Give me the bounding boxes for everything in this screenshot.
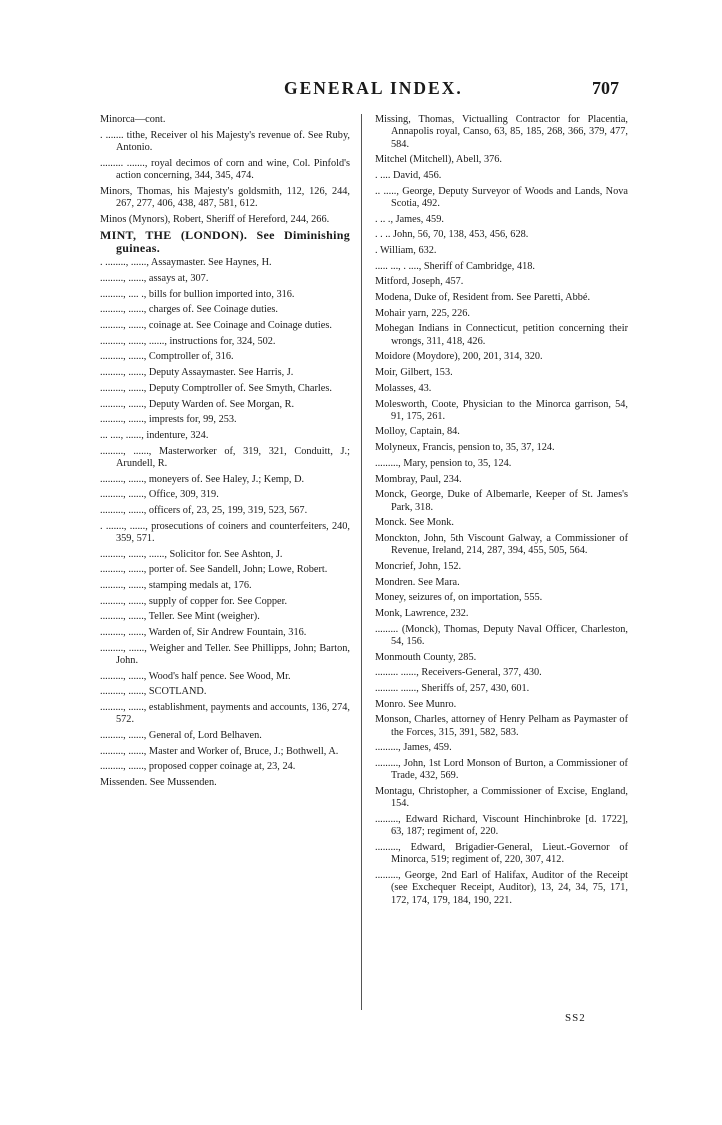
index-entry: ......... ......., royal decimos of corn and wine, Col. Pinfold's action concerning, 344, 345, 474. (100, 157, 350, 181)
index-entry: ........., John, 1st Lord Monson of Burton, a Commissioner of Trade, 432, 569. (375, 758, 628, 782)
index-entry: ........., ......, porter of. See Sandell, John; Lowe, Robert. (100, 564, 328, 576)
index-entry: ........., ......, assays at, 307. (100, 273, 209, 284)
index-entry: ........., James, 459. (375, 742, 452, 754)
index-column-right (375, 114, 628, 910)
index-entry: ........., Mary, pension to, 35, 124. (375, 457, 512, 469)
index-entry: ........., ......, stamping medals at, 176. (100, 579, 252, 591)
index-entry: ........., ......, Deputy Comptroller of. See Smyth, Charles. (100, 382, 332, 394)
index-entry: ........., ......, Deputy Warden of. See Morgan, R. (100, 398, 295, 410)
index-entry: . .... David, 456. (375, 169, 442, 181)
index-entry: Monson, Charles, attorney of Henry Pelham as Paymaster of the Forces, 315, 391, 582, 583. (375, 714, 628, 738)
index-entry: ........., ......, proposed copper coinage at, 23, 24. (100, 761, 296, 773)
index-entry: ........., ......, Wood's half pence. See Wood, Mr. (100, 670, 291, 682)
index-entry: Minos (Mynors), Robert, Sheriff of Hereford, 244, 266. (100, 213, 330, 225)
index-entry: ........., ......, Office, 309, 319. (100, 489, 219, 501)
index-entry: ........., ......, General of, Lord Belhaven. (100, 730, 262, 742)
index-entry: . ......., ......, prosecutions of coiners and counterfeiters, 240, 359, 571. (100, 520, 350, 544)
index-entry: Monmouth County, 285. (375, 651, 477, 663)
index-entry: Mondren. See Mara. (375, 576, 460, 588)
index-entry: ........., ......, Teller. See Mint (weigher). (100, 611, 260, 623)
page-header (0, 78, 722, 102)
index-entry: Missing, Thomas, Victualling Contractor for Placentia, Annapolis royal, Canso, 63, 85, 185, 268, 366, 379, 477, 584. (375, 114, 628, 150)
index-entry: ........., ......, Master and Worker of, Bruce, J.; Bothwell, A. (100, 745, 339, 757)
index-entry: Mombray, Paul, 234. (375, 473, 462, 485)
index-entry: Mitchel (Mitchell), Abell, 376. (375, 154, 502, 166)
index-entry: ......... ......, Sheriffs of, 257, 430, 601. (375, 683, 530, 694)
index-entry: Montagu, Christopher, a Commissioner of Excise, England, 154. (375, 786, 628, 810)
index-entry: Monk, Lawrence, 232. (375, 607, 469, 619)
index-entry: Monckton, John, 5th Viscount Galway, a Commissioner of Revenue, Ireland, 214, 287, 394, 455, 505, 564. (375, 532, 628, 557)
index-entry: . ....... tithe, Receiver ol his Majesty's revenue of. See Ruby, Antonio. (100, 129, 350, 153)
index-entry: ......... (Monck), Thomas, Deputy Naval Officer, Charleston, 54, 156. (375, 623, 628, 647)
index-entry: ........., ......, Warden of, Sir Andrew Fountain, 316. (100, 627, 307, 639)
index-entry: Mohegan Indians in Connecticut, petition concerning their wrongs, 311, 418, 426. (375, 323, 628, 347)
index-entry: ........., Edward Richard, Viscount Hinchinbroke [d. 1722], 63, 187; regiment of, 220. (375, 814, 628, 838)
index-entry: .. ....., George, Deputy Surveyor of Woods and Lands, Nova Scotia, 492. (375, 185, 628, 209)
index-entry: ......... ......, Receivers-General, 377, 430. (375, 667, 542, 679)
index-entry: ........., ......, coinage at. See Coinage and Coinage duties. (100, 320, 332, 332)
index-entry: ........., ......, Weigher and Teller. See Phillipps, John; Barton, John. (100, 642, 350, 667)
index-entry: Monck, George, Duke of Albemarle, Keeper of St. James's Park, 318. (375, 489, 628, 513)
index-entry: Mitford, Joseph, 457. (375, 276, 464, 288)
index-entry: Minorca—cont. (100, 114, 166, 125)
index-entry: Molyneux, Francis, pension to, 35, 37, 124. (375, 442, 555, 454)
index-entry: ........., ......, imprests for, 99, 253. (100, 414, 237, 426)
index-entry: Monck. See Monk. (375, 517, 454, 529)
index-entry: Modena, Duke of, Resident from. See Paretti, Abbé. (375, 292, 591, 304)
index-entry: ........., George, 2nd Earl of Halifax, Auditor of the Receipt (see Exchequer Receipt, Auditor), 13, 24, 34, 75, 171, 172, 174, 179, 184, 190, 221. (375, 869, 628, 906)
index-entry: MINT, THE (LONDON). See Diminishing guineas. (100, 228, 350, 255)
signature-mark: SS2 (565, 1012, 586, 1024)
index-entry: Molesworth, Coote, Physician to the Minorca garrison, 54, 91, 175, 261. (375, 398, 628, 422)
index-entry: ........., ......, ......, instructions for, 324, 502. (100, 335, 276, 347)
index-entry: ........., ......, Comptroller of, 316. (100, 351, 234, 363)
page-number: 707 (592, 78, 619, 98)
index-column-left (100, 114, 350, 793)
index-entry: ........., .... ., bills for bullion imported into, 316. (100, 288, 295, 300)
index-entry: . ........, ......, Assaymaster. See Haynes, H. (100, 257, 272, 269)
index-entry: ........., ......, SCOTLAND. (100, 686, 207, 698)
index-entry: ........., ......, charges of. See Coinage duties. (100, 304, 278, 316)
index-entry: Moidore (Moydore), 200, 201, 314, 320. (375, 351, 543, 363)
index-entry: ........., ......, officers of, 23, 25, 199, 319, 523, 567. (100, 504, 308, 516)
index-entry: ........., ......, establishment, payments and accounts, 136, 274, 572. (100, 702, 350, 726)
index-entry: Missenden. See Mussenden. (100, 777, 217, 789)
index-entry: ........., ......, ......, Solicitor for. See Ashton, J. (100, 548, 283, 560)
index-entry: . .. ., James, 459. (375, 213, 444, 225)
index-entry: ........., ......, supply of copper for. See Copper. (100, 595, 288, 607)
column-divider (361, 114, 362, 1010)
index-entry: Minors, Thomas, his Majesty's goldsmith, 112, 126, 244, 267, 277, 406, 438, 487, 581, 612. (100, 185, 350, 209)
index-entry: ........., ......, Deputy Assaymaster. See Harris, J. (100, 367, 294, 379)
index-entry: Monro. See Munro. (375, 698, 457, 710)
index-entry: Mohair yarn, 225, 226. (375, 307, 470, 319)
index-entry: ........., ......, moneyers of. See Haley, J.; Kemp, D. (100, 473, 305, 485)
index-entry: Molasses, 43. (375, 382, 432, 394)
index-entry: . . .. John, 56, 70, 138, 453, 456, 628. (375, 229, 529, 241)
index-entry: Moir, Gilbert, 153. (375, 367, 453, 379)
index-entry: Moncrief, John, 152. (375, 560, 462, 572)
page-title: GENERAL INDEX. (284, 78, 463, 98)
index-entry: ... ...., ......, indenture, 324. (100, 429, 209, 441)
index-entry: ........., ......, Masterworker of, 319, 321, Conduitt, J.; Arundell, R. (100, 445, 350, 469)
index-entry: . William, 632. (375, 245, 437, 257)
index-entry: ..... ..., . ...., Sheriff of Cambridge, 418. (375, 260, 535, 272)
index-entry: Money, seizures of, on importation, 555. (375, 592, 543, 604)
index-entry: Molloy, Captain, 84. (375, 426, 460, 438)
index-entry: ........., Edward, Brigadier-General, Lieut.-Governor of Minorca, 519; regiment of, 220, 307, 412. (375, 842, 628, 866)
